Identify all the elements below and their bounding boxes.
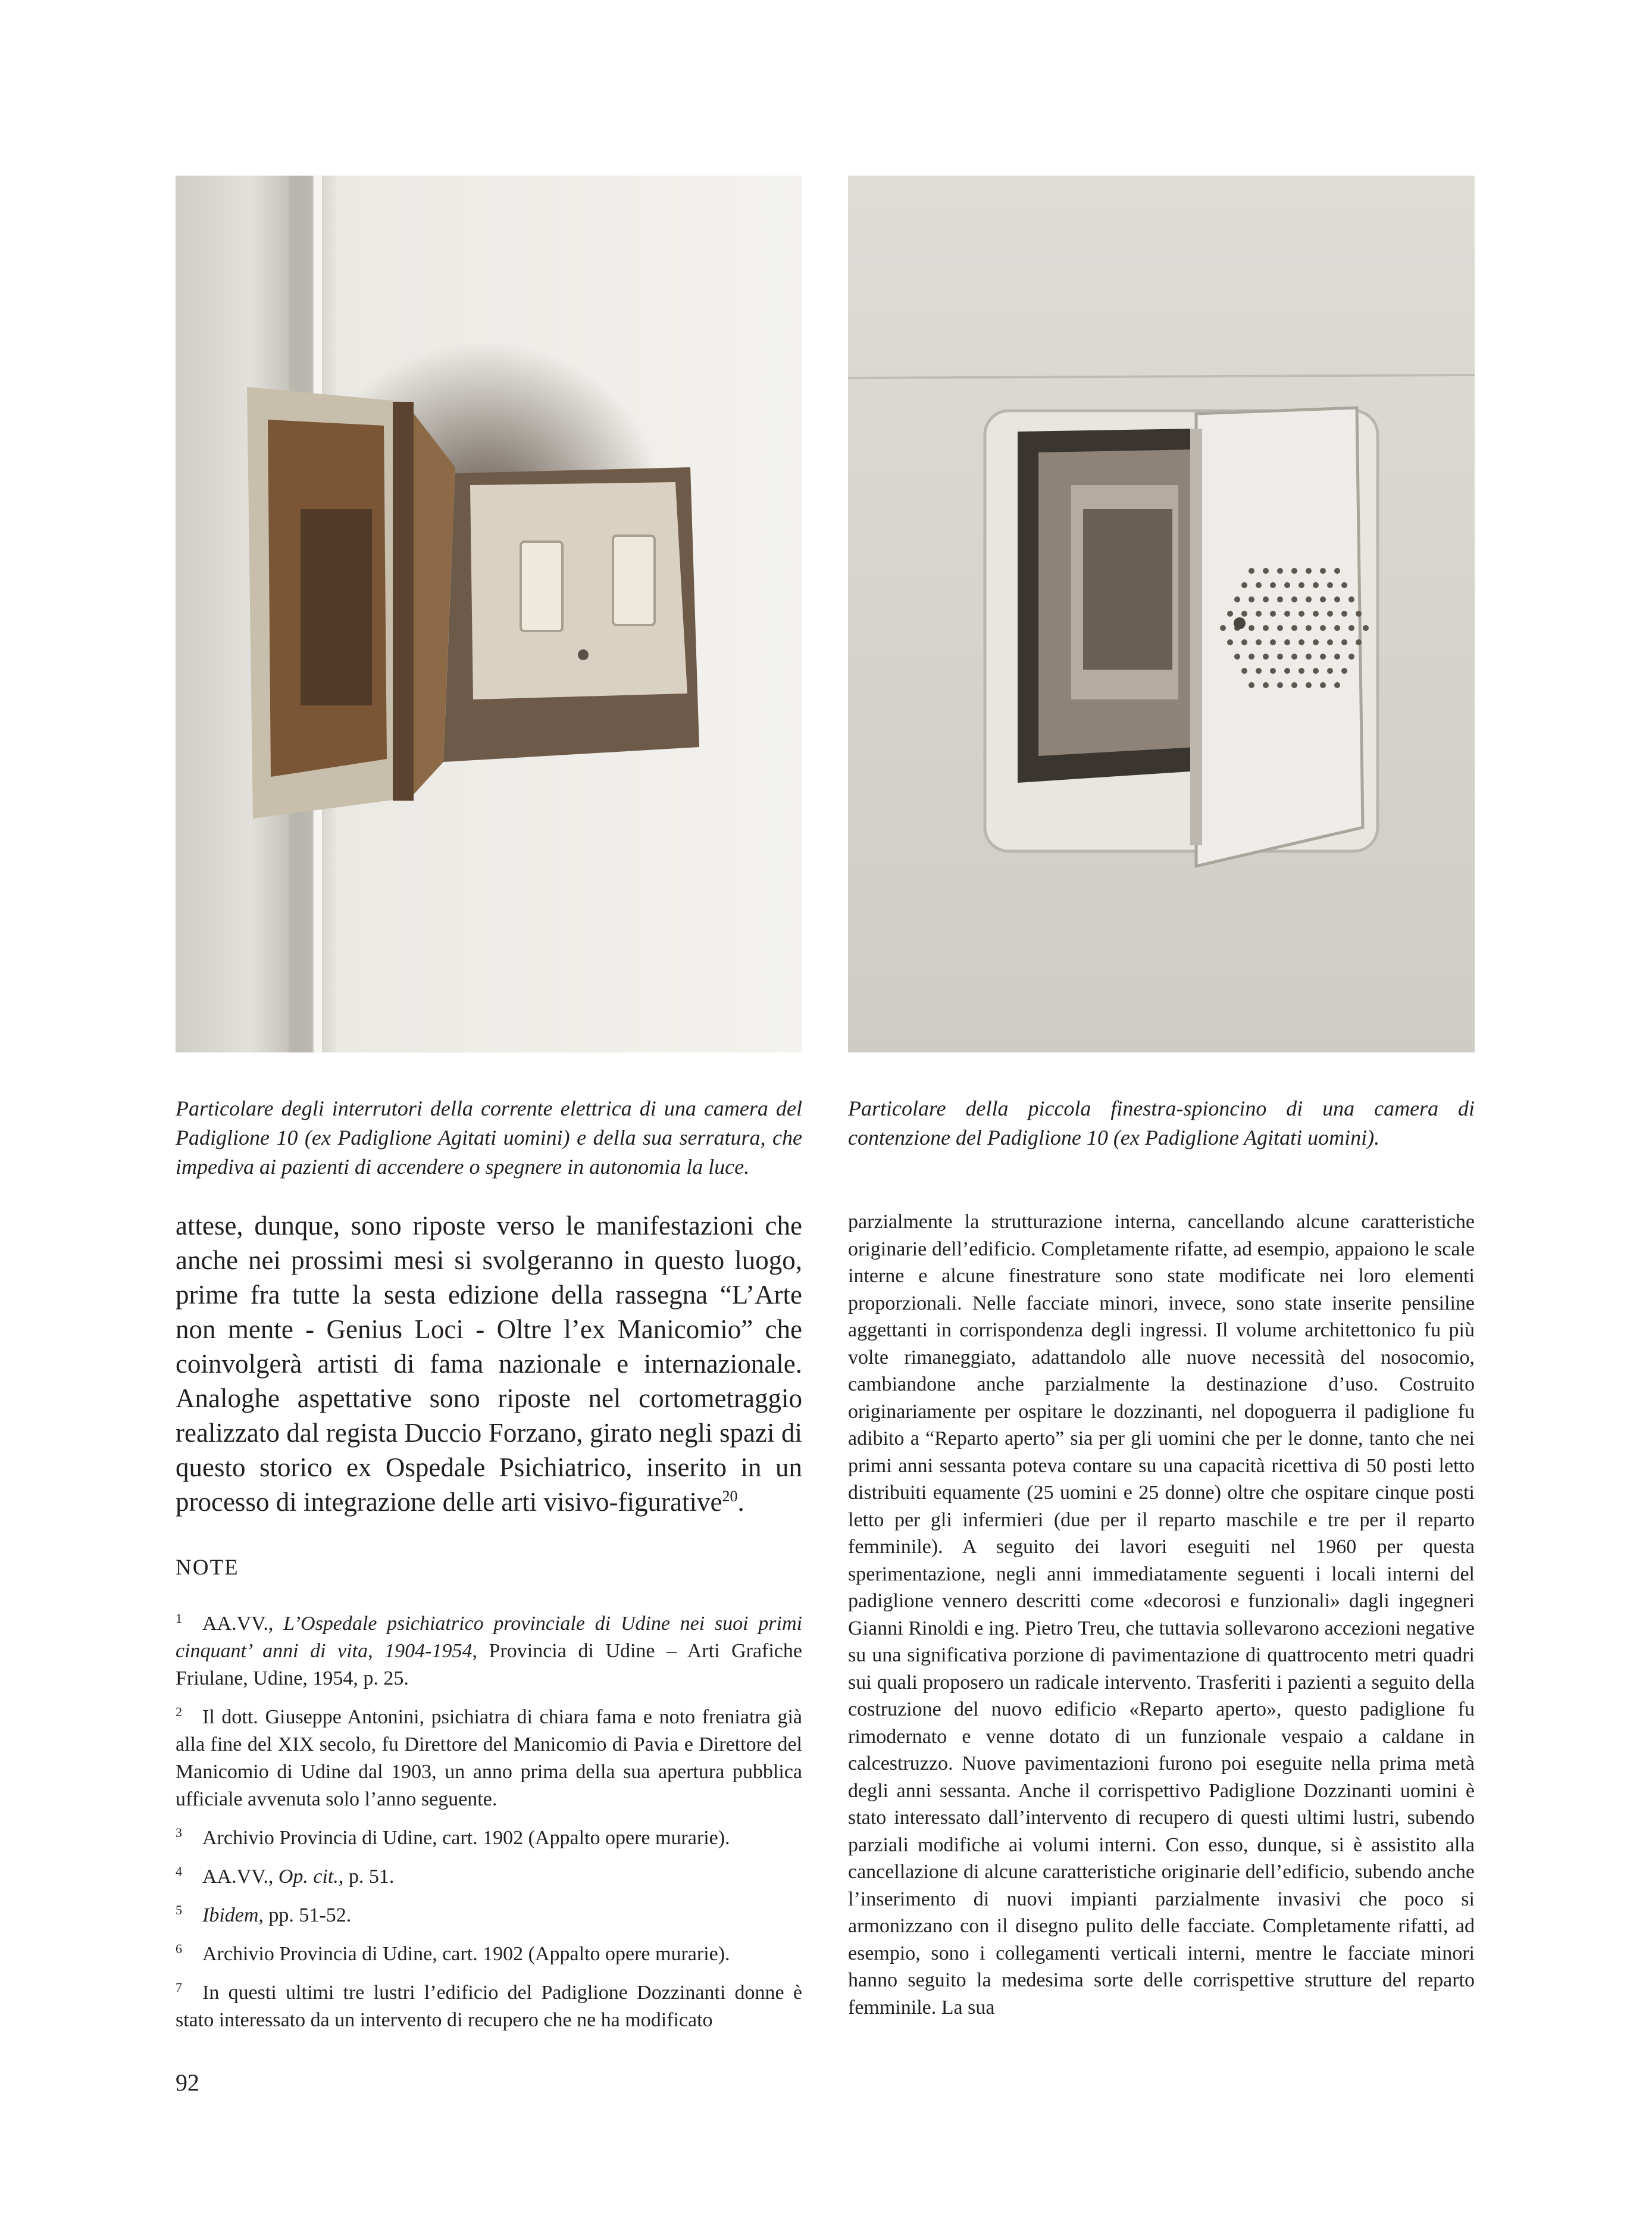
lead-paragraph xyxy=(176,1208,802,1519)
note-item xyxy=(176,1610,802,1692)
light-switch-illustration xyxy=(176,176,802,1052)
note-item xyxy=(176,1941,802,1968)
note-text: In questi ultimi tre lustri l’edificio del Padiglione Dozzinanti donne è stato interessato da un intervento di recupero che ne ha modificato xyxy=(176,1982,802,2031)
note-item xyxy=(176,1863,802,1891)
note-italic-title: Op. cit. xyxy=(278,1866,339,1888)
note-text-tail: , p. 51. xyxy=(338,1866,395,1888)
caption-right-figure: Particolare della piccola finestra-spioncino di una camera di contenzione del Padiglione 10 (ex Padiglione Agitati uomini). xyxy=(848,1096,1475,1149)
note-item xyxy=(176,1902,802,1929)
note-number: 4 xyxy=(176,1863,182,1879)
note-number: 3 xyxy=(176,1825,182,1840)
photo-light-switch xyxy=(176,176,802,1052)
note-text-tail: , pp. 51-52. xyxy=(258,1904,352,1926)
note-text: Archivio Provincia di Udine, cart. 1902 (Appalto opere murarie). xyxy=(202,1943,730,1965)
note-italic-title: Ibidem xyxy=(202,1904,259,1926)
note-item xyxy=(176,1979,802,2034)
note-number: 7 xyxy=(176,1979,182,1995)
page-number: 92 xyxy=(176,2069,199,2096)
notes-list xyxy=(176,1610,802,2045)
note-number: 5 xyxy=(176,1902,182,1917)
photo-peephole-window xyxy=(848,176,1475,1052)
caption-left-figure: Particolare degli interrutori della corrente elettrica di una camera del Padiglione 10 (ex Padiglione Agitati uomini) e della sua serratura, che impediva ai pazienti di accendere o spegnere in autonomia la luce. xyxy=(176,1096,802,1179)
note-number: 6 xyxy=(176,1941,182,1956)
note-text: AA.VV., xyxy=(202,1613,284,1635)
note-number: 2 xyxy=(176,1704,182,1719)
note-text: Archivio Provincia di Udine, cart. 1902 (Appalto opere murarie). xyxy=(202,1827,730,1849)
note-item xyxy=(176,1825,802,1852)
note-text: Il dott. Giuseppe Antonini, psichiatra di chiara fama e noto freniatra già alla fine del XIX secolo, fu Direttore del Manicomio di Pavia e Direttore del Manicomio di Udine dal 1903, un anno prima della sua apertura pubblica ufficiale avvenuta solo l’anno seguente. xyxy=(176,1706,802,1810)
note-number: 1 xyxy=(176,1610,182,1626)
note-text: AA.VV., xyxy=(202,1866,279,1888)
lead-paragraph-text: attese, dunque, sono riposte verso le manifestazioni che anche nei prossimi mesi si svolgeranno in questo luogo, prime fra tutte la sesta edizione della rassegna “L’Arte non mente - Genius Loci - Oltre l’ex Manicomio” che coinvolgerà artisti di fama nazionale e internazionale. Analoghe aspettative sono riposte nel cortometraggio realizzato dal regista Duccio Forzano, girato negli spazi di questo storico ex Ospedale Psichiatrico, inserito in un processo di integrazione delle arti visivo-figurative xyxy=(176,1211,802,1517)
right-column-body: parzialmente la strutturazione interna, cancellando alcune caratteristiche originarie dell’edificio. Completamente rifatte, ad esempio, appaiono le scale interne e alcune finestrature sono state modificate nei loro elementi proporzionali. Nelle facciate minori, invece, sono state inserite pensiline aggettanti in corrispondenza degli ingressi. Il volume architettonico fu più volte rimaneggiato, adattandolo alle nuove necessità del nosocomio, cambiandone anche parzialmente la destinazione d’uso. Costruito originariamente per ospitare le dozzinanti, nel dopoguerra il padiglione fu adibito a “Reparto aperto” sia per gli uomini che per le donne, tanto che nei primi anni sessanta poteva contare su una capacità ricettiva di 50 posti letto distribuiti equamente (25 uomini e 25 donne) oltre che ospitare cinque posti letto per gli infermieri (due per il reparto maschile e tre per il reparto femminile). A seguito dei lavori eseguiti nel 1960 per questa sperimentazione, negli anni immediatamente seguenti i locali interni del padiglione vennero descritti come «decorosi e funzionali» dagli ingegneri Gianni Rinoldi e ing. Pietro Treu, che tuttavia sollevarono accezioni negative su una significativa porzione di pavimentazione di quattrocento metri quadri sui quali proposero un radicale intervento. Trasferiti i pazienti a seguito della costruzione del nuovo edificio «Reparto aperto», questo padiglione fu rimodernato e venne dotato di un funzionale vespaio a caldane in calcestruzzo. Nuove pavimentazioni furono poi eseguite nella prima metà degli anni sessanta. Anche il corrispettivo Padiglione Dozzinanti uomini è stato interessato dall’intervento di recupero di questi ultimi lustri, subendo parziali modifiche ai volumi interni. Con esso, dunque, si è assistito alla cancellazione di alcune caratteristiche originarie dell’edificio, subendo anche l’inserimento di nuovi impianti parzialmente invasivi che poco si armonizzano con il disegno pulito delle facciate. Completamente rifatti, ad esempio, sono i collegamenti verticali interni, mentre le facciate minori hanno seguito la medesima sorte delle corrispettive strutture del reparto femminile. La sua xyxy=(848,1211,1475,2019)
note-text-tail: , Provincia di Udine – Arti Grafiche Friulane, Udine, 1954, p. 25. xyxy=(176,1640,802,1689)
peephole-window-illustration xyxy=(848,176,1475,1052)
notes-heading: NOTE xyxy=(176,1555,239,1580)
note-item xyxy=(176,1704,802,1813)
note-italic-title: L’Ospedale psichiatrico provinciale di Udine nei suoi primi cinquant’ anni di vita, 1904-1954 xyxy=(176,1613,802,1662)
footnote-ref: 20 xyxy=(722,1488,738,1505)
lead-paragraph-end: . xyxy=(737,1487,744,1517)
